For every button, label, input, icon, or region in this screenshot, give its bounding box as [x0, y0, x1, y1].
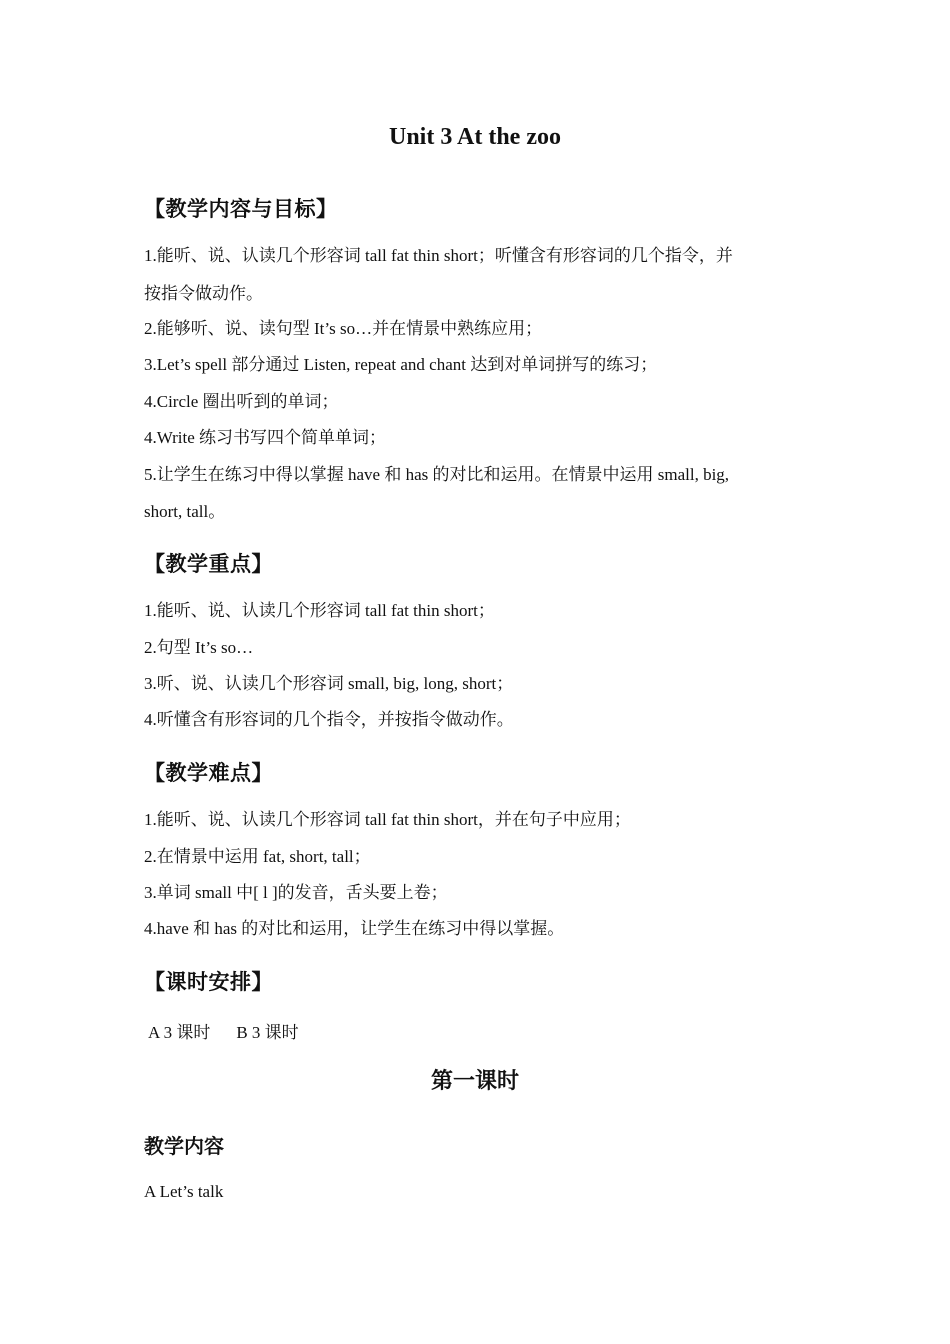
section-heading-schedule: 【课时安排】 [144, 970, 273, 994]
document-title: Unit 3 At the zoo [389, 124, 561, 150]
goals-line-4: 3.Let’s spell 部分通过 Listen, repeat and chant 达到对单词拼写的练习； [144, 355, 658, 374]
goals-line-6: 4.Write 练习书写四个简单单词； [144, 428, 387, 447]
goals-line-2: 按指令做动作。 [144, 284, 263, 303]
key-points-line-3: 3.听、说、认读几个形容词 small, big, long, short； [144, 674, 514, 693]
goals-line-1: 1.能听、说、认读几个形容词 tall fat thin short；听懂含有形容词的几个指令，并 [144, 246, 733, 265]
lesson-content-line: A Let’s talk [144, 1182, 224, 1201]
section-heading-goals: 【教学内容与目标】 [144, 197, 338, 221]
schedule-row [148, 1018, 325, 1043]
key-points-line-2: 2.句型 It’s so… [144, 638, 254, 657]
lesson-title: 第一课时 [430, 1069, 519, 1094]
key-points-line-1: 1.能听、说、认读几个形容词 tall fat thin short； [144, 601, 495, 620]
section-heading-difficulties: 【教学难点】 [144, 761, 273, 785]
goals-line-3: 2.能够听、说、读句型 It’s so…并在情景中熟练应用； [144, 319, 543, 338]
schedule-b: B 3 课时 [236, 1023, 299, 1042]
difficulties-line-3: 3.单词 small 中[ l ]的发音，舌头要上卷； [144, 883, 448, 902]
difficulties-line-4: 4.have 和 has 的对比和运用，让学生在练习中得以掌握。 [144, 919, 565, 938]
difficulties-line-1: 1.能听、说、认读几个形容词 tall fat thin short，并在句子中应用； [144, 810, 631, 829]
difficulties-line-2: 2.在情景中运用 fat, short, tall； [144, 847, 371, 866]
lesson-content-heading: 教学内容 [144, 1134, 224, 1158]
key-points-line-4: 4.听懂含有形容词的几个指令，并按指令做动作。 [144, 710, 514, 729]
goals-line-8: short, tall。 [144, 502, 226, 521]
goals-line-7: 5.让学生在练习中得以掌握 have 和 has 的对比和运用。在情景中运用 small, big, [144, 465, 730, 484]
section-heading-key-points: 【教学重点】 [144, 552, 273, 576]
schedule-a: A 3 课时 [148, 1023, 211, 1042]
goals-line-5: 4.Circle 圈出听到的单词； [144, 392, 339, 411]
